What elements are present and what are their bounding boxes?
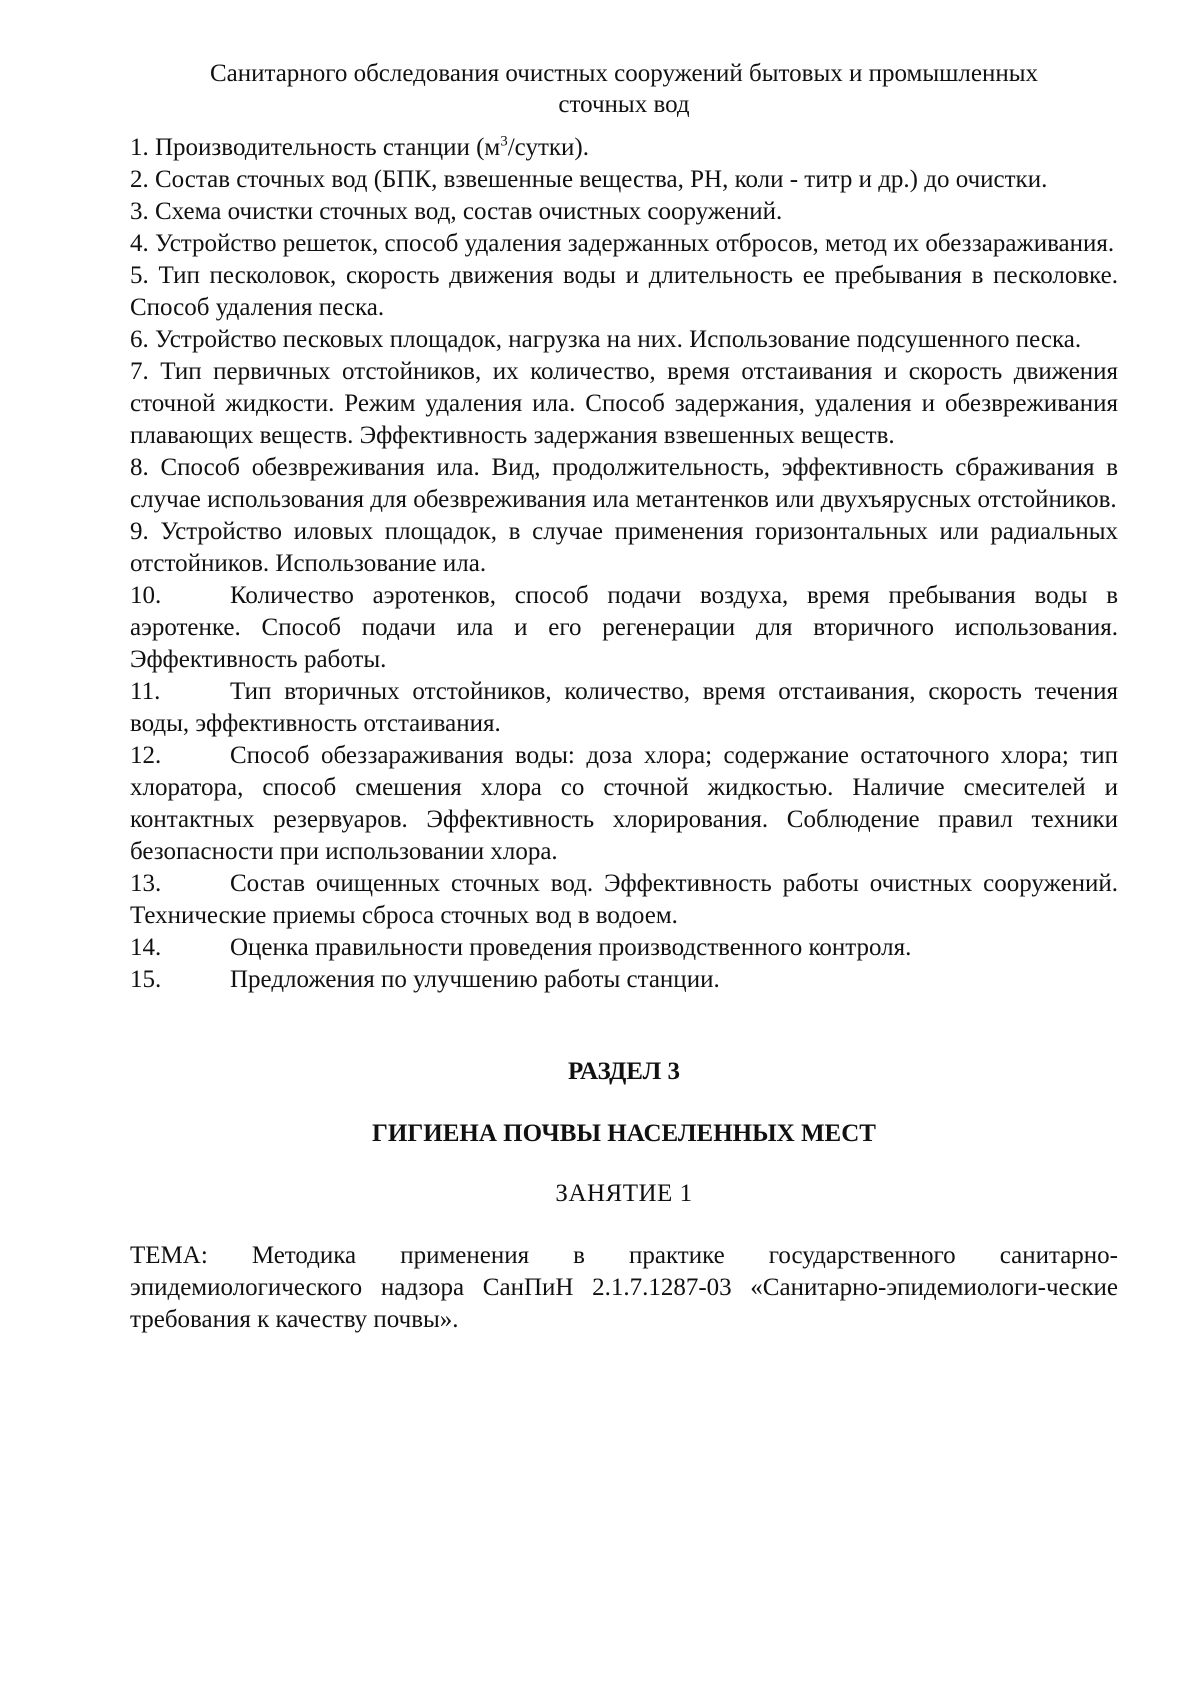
section-subheading: ГИГИЕНА ПОЧВЫ НАСЕЛЕННЫХ МЕСТ	[372, 1120, 876, 1147]
item-text: Состав сточных вод (БПК, взвешенные вещества, РН, коли - титр и др.) до очистки.	[155, 166, 1048, 193]
item-text: Способ обеззараживания воды: доза хлора; содержание остаточного хлора; тип хлоратора, способ смешения хлора со сточной жидкостью. Наличие смесителей и контактных резервуаров. Эффективность хлорирования. Соблюдение правил техники безопасности при использовании хлора.	[130, 742, 1118, 865]
item-text: Тип первичных отстойников, их количество, время отстаивания и скорость движения сточной жидкости. Режим удаления ила. Способ задержания, удаления и обезвреживания плавающих веществ. Эффективность задержания взвешенных веществ.	[130, 358, 1119, 449]
item-number: 13.	[130, 870, 162, 897]
item-text: Производительность станции (м	[155, 134, 501, 161]
item-number: 6.	[130, 326, 149, 353]
title-line-1: Санитарного обследования очистных сооружений бытовых и промышленных	[209, 60, 1039, 87]
item-text: Устройство решеток, способ удаления задержанных отбросов, метод их обеззараживания.	[155, 230, 1115, 257]
document-title	[130, 58, 1118, 120]
item-number: 2.	[130, 166, 149, 193]
item-number: 5.	[130, 262, 149, 289]
item-superscript: 3	[500, 133, 508, 150]
list-item	[130, 228, 1118, 260]
item-text: Оценка правильности проведения производственного контроля.	[230, 934, 912, 961]
list-item	[130, 740, 1118, 868]
item-text: Способ обезвреживания ила. Вид, продолжительность, эффективность сбраживания в случае использования для обезвреживания ила метантенков или двухъярусных отстойников.	[130, 454, 1119, 513]
item-number: 14.	[130, 934, 162, 961]
list-item	[130, 580, 1118, 676]
list-item	[130, 324, 1118, 356]
item-number: 3.	[130, 198, 149, 225]
item-text: Тип песколовок, скорость движения воды и длительность ее пребывания в песколовке. Способ удаления песка.	[130, 262, 1119, 321]
list-item	[130, 516, 1118, 580]
section-heading: РАЗДЕЛ 3	[567, 1058, 681, 1085]
item-text: Устройство песковых площадок, нагрузка на них. Использование подсушенного песка.	[155, 326, 1082, 353]
list-item	[130, 260, 1118, 324]
list-item	[130, 452, 1118, 516]
item-text: Устройство иловых площадок, в случае применения горизонтальных или радиальных отстойников. Использование ила.	[130, 518, 1118, 577]
item-number: 7.	[130, 358, 149, 385]
spacer	[130, 996, 1118, 1056]
item-number: 10.	[130, 582, 162, 609]
list-item	[130, 676, 1118, 740]
item-text-suffix: /сутки).	[507, 134, 589, 161]
list-item	[130, 964, 1118, 996]
list-item	[130, 164, 1118, 196]
list-item	[130, 132, 1118, 164]
item-number: 8.	[130, 454, 149, 481]
item-text: Предложения по улучшению работы станции.	[230, 966, 720, 993]
item-number: 11.	[130, 678, 161, 705]
list-item	[130, 356, 1118, 452]
title-line-2: сточных вод	[558, 91, 690, 118]
item-text: Состав очищенных сточных вод. Эффективность работы очистных сооружений. Технические приемы сброса сточных вод в водоем.	[130, 870, 1118, 929]
item-number: 15.	[130, 966, 162, 993]
list-item	[130, 868, 1118, 932]
item-number: 9.	[130, 518, 149, 545]
item-number: 12.	[130, 742, 162, 769]
item-number: 4.	[130, 230, 149, 257]
lesson-title: ЗАНЯТИЕ 1	[555, 1180, 693, 1207]
list-item	[130, 932, 1118, 964]
topic-paragraph: ТЕМА: Методика применения в практике государственного санитарно-эпидемиологического надзора СанПиН 2.1.7.1287-03 «Санитарно-эпидемиологи-ческие требования к качеству почвы».	[130, 1242, 1118, 1333]
item-text: Тип вторичных отстойников, количество, время отстаивания, скорость течения воды, эффективность отстаивания.	[130, 678, 1118, 737]
list-item	[130, 196, 1118, 228]
item-number: 1.	[130, 134, 149, 161]
item-text: Схема очистки сточных вод, состав очистных сооружений.	[155, 198, 783, 225]
item-text: Количество аэротенков, способ подачи воздуха, время пребывания воды в аэротенке. Способ подачи ила и его регенерации для вторичного использования. Эффективность работы.	[130, 582, 1118, 673]
document-page	[130, 58, 1118, 1361]
checklist	[130, 132, 1118, 996]
